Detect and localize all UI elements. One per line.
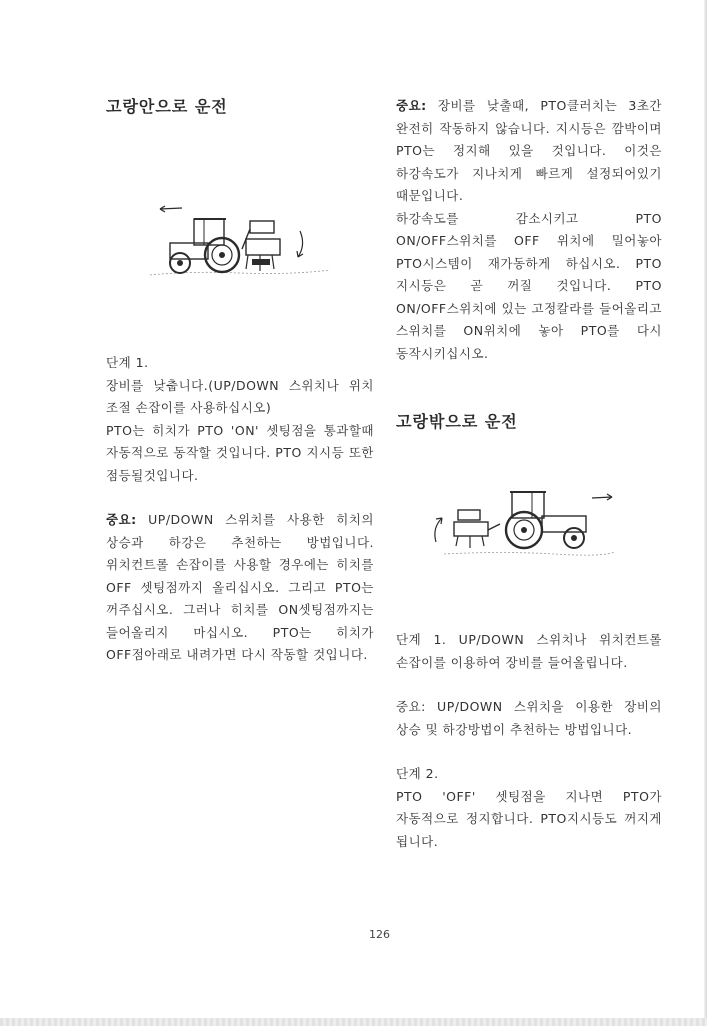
important-label: 중요: — [106, 512, 137, 527]
tractor-raising-illustration — [424, 490, 614, 565]
important-note-left — [106, 509, 374, 667]
important-note-right — [396, 95, 662, 208]
important-label-right: 중요: — [396, 98, 427, 113]
step1-text: 장비를 낮춥니다.(UP/DOWN 스위치나 위치 조절 손잡이를 사용하십시오) — [106, 377, 374, 415]
heading-out-of-furrow: 고랑밖으로 운전 — [396, 412, 518, 431]
step1-title: 단계 1. — [106, 355, 149, 370]
important-note-raise: 중요: UP/DOWN 스위치을 이용한 장비의 상승 및 하강방법이 추천하는 방법입니다. — [396, 699, 662, 737]
step2-title: 단계 2. — [396, 766, 439, 781]
important-text-right: 장비를 낮출때, PTO클러치는 3초간 완전히 작동하지 않습니다. 지시등은 깜박이며 PTO는 정지해 있을 것입니다. 이것은 하강속도가 지나치게 빠르게 설정되어있기 때문입니다. — [396, 98, 662, 203]
step1-pto-text: PTO는 히치가 PTO 'ON' 셋팅점을 통과할때 자동적으로 동작할 것입니다. PTO 지시등 또한 점등될것입니다. — [106, 422, 374, 483]
page-number: 126 — [369, 928, 390, 941]
scan-edge-bottom — [0, 1018, 707, 1026]
left-column — [106, 95, 374, 667]
important-text: UP/DOWN 스위치를 사용한 히치의 상승과 하강은 추천하는 방법입니다. 위치컨트롤 손잡이를 사용할 경우에는 히치를 OFF 셋팅점까지 올리십시오. 그리고 PTO는 꺼주십시오. 그러나 히치를 ON셋팅점까지는 들어올리지 마십시오. PTO는 히치가 OFF점아래로 내려가면 다시 작동할 것입니다. — [106, 512, 374, 662]
step2-text: PTO 'OFF' 셋팅점을 지나면 PTO가 자동적으로 정지합니다. PTO지시등도 꺼지게 됩니다. — [396, 788, 662, 849]
right-column — [396, 95, 662, 853]
tractor-lowering-illustration — [150, 199, 330, 289]
step1-raise-text: 단계 1. UP/DOWN 스위치나 위치컨트롤 손잡이를 이용하여 장비를 들어올립니다. — [396, 632, 662, 670]
lowering-speed-text: 하강속도를 감소시키고 PTO ON/OFF스위치를 OFF 위치에 밀어놓아 PTO시스템이 재가동하게 하십시오. PTO 지시등은 곧 꺼질 것입니다. PTO ON/OFF스위치에 있는 고정칼라를 들어올리고 스위치를 ON위치에 놓아 PTO를 다시 동작시키십시오. — [396, 210, 662, 361]
heading-into-furrow: 고랑안으로 운전 — [106, 97, 228, 116]
